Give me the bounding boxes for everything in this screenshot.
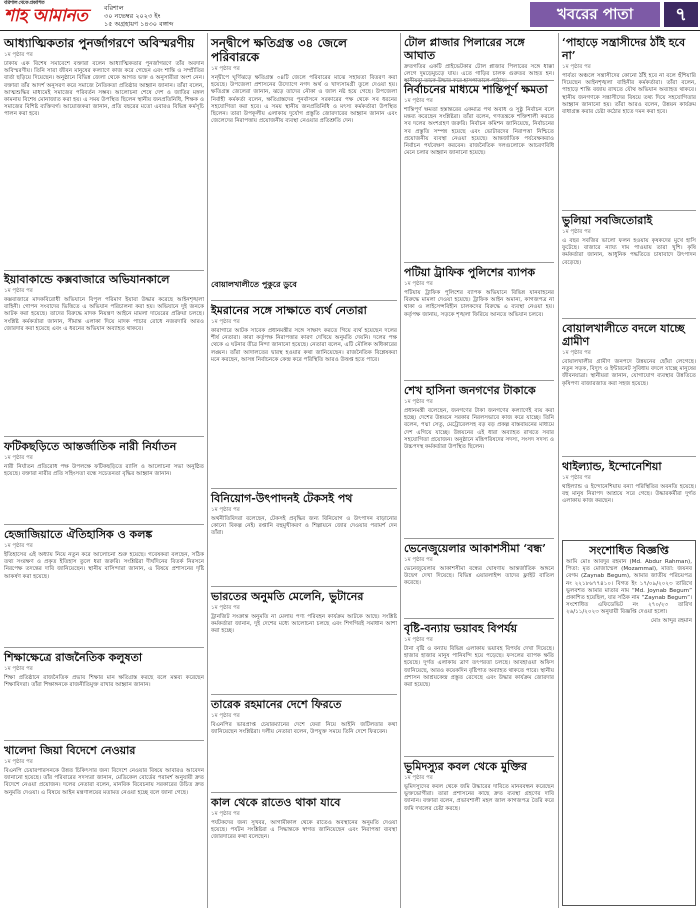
article-body: বিএনপির ভারপ্রাপ্ত চেয়ারম্যানের দেশে ফেরা নিয়ে আইনি জটিলতার কথা জানিয়েছেন সংশ্লিষ্টরা। দলীয় নেতারা বলেন, উপযুক্ত সময়ে তিনি দেশে ফিরবেন। bbox=[211, 722, 397, 736]
section-title: খবরের পাতা bbox=[530, 2, 660, 27]
article[interactable] bbox=[4, 440, 204, 520]
article-body: কারাগারে আটক সাবেক প্রধানমন্ত্রীর সঙ্গে সাক্ষাৎ করতে গিয়ে ব্যর্থ হয়েছেন দলের শীর্ষ নেতারা। কারা কর্তৃপক্ষ নিরাপত্তার কারণ দেখিয়ে অনুমতি দেয়নি। দলের পক্ষ থেকে এ ঘটনার তীব্র নিন্দা জানানো হয়েছে। নেতারা বলেন, এটি মৌলিক অধিকারের লঙ্ঘন। তাঁরা আদালতের দ্বারস্থ হওয়ার কথা জানিয়েছেন। রাজনৈতিক বিশ্লেষকরা মনে করছেন, আসন্ন নির্বাচনকে কেন্দ্র করে পরিস্থিতি আরও উত্তপ্ত হতে পারে। bbox=[211, 328, 398, 363]
article[interactable] bbox=[4, 528, 204, 643]
article-body: ইতিহাসের এই অধ্যায় নিয়ে নতুন করে আলোচনা শুরু হয়েছে। গবেষকরা বলছেন, সঠিক তথ্য সংরক্ষণ ও প্রকৃত ইতিহাস তুলে ধরা জরুরি। সংশ্লিষ্টরা দীর্ঘদিনের বিতর্ক নিরসনে নিরপেক্ষ তদন্তের দাবি জানিয়েছেন। স্থানীয় বাসিন্দারা জানান, এ বিষয়ে প্রশাসনের দৃষ্টি আকর্ষণ করা হয়েছে। bbox=[4, 552, 204, 580]
legal-notice-box[interactable] bbox=[562, 540, 696, 906]
divider bbox=[4, 270, 204, 271]
article-headline[interactable]: খালেদা জিয়া বিদেশে নেওয়ার bbox=[4, 744, 136, 757]
article-headline[interactable]: সন্দ্বীপে ক্ষতিগ্রস্ত ৩৪ জেলে পরিবারকে bbox=[211, 36, 347, 64]
article-body: শান্তিপূর্ণ ক্ষমতা হস্তান্তরের একমাত্র পথ অবাধ ও সুষ্ঠু নির্বাচন বলে মন্তব্য করেছেন সংশ্লিষ্টরা। তাঁরা বলেন, গণতন্ত্রকে শক্তিশালী করতে সব দলের অংশগ্রহণ জরুরি। নির্বাচন কমিশন জানিয়েছে, নির্বাচনের সব প্রস্তুতি সম্পন্ন হয়েছে এবং ভোটারদের নিরাপত্তা নিশ্চিতে প্রয়োজনীয় ব্যবস্থা নেওয়া হয়েছে। আন্তর্জাতিক পর্যবেক্ষকরাও নির্বাচন পর্যবেক্ষণ করবেন। রাজনৈতিক দলগুলোকে আচরণবিধি মেনে চলার আহ্বান জানানো হয়েছে। bbox=[404, 107, 554, 157]
article-headline[interactable]: আধ্যাত্মিকতার পুনর্জাগরণে অবিস্মরণীয় bbox=[4, 36, 195, 50]
article-headline[interactable]: ফটিকছড়িতে আন্তর্জাতিক নারী নির্যাতন bbox=[4, 440, 177, 453]
article-kicker: ১ম পৃষ্ঠার পর bbox=[404, 98, 433, 104]
divider bbox=[4, 647, 204, 648]
article-kicker: ১ম পৃষ্ঠার পর bbox=[404, 557, 433, 563]
article[interactable] bbox=[404, 83, 554, 258]
article-headline[interactable]: ইয়াবাকান্ডে কক্সবাজারে অভিযানকালে bbox=[4, 273, 170, 286]
article-kicker: ১ম পৃষ্ঠার পর bbox=[404, 399, 433, 405]
article-kicker: ১ম পৃষ্ঠার পর bbox=[211, 507, 240, 513]
article-body: ট্রানজিট সংক্রান্ত অনুমতি না মেলায় পণ্য পরিবহন কার্যক্রম আটকে আছে। সংশ্লিষ্ট কর্মকর্তারা জানান, দুই দেশের মধ্যে আলোচনা চলছে এবং শিগগিরই সমাধান আশা করা হচ্ছে। bbox=[211, 614, 397, 635]
article[interactable] bbox=[404, 384, 554, 534]
article[interactable] bbox=[211, 36, 397, 276]
article-headline[interactable]: থাইল্যান্ড, ইন্দোনেশিয়া bbox=[562, 460, 662, 473]
article-headline[interactable]: বোয়ালখালীতে পুকুরে ডুবে bbox=[211, 279, 297, 289]
article[interactable] bbox=[562, 322, 696, 452]
article-body: প্রধানমন্ত্রী বলেছেন, জনগণের টাকা জনগণের কল্যাণেই ব্যয় করা হচ্ছে। দেশের উন্নয়নে সরকার নিরলসভাবে কাজ করে যাচ্ছে। তিনি বলেন, পদ্মা সেতু, মেট্রোরেলসহ বড় বড় প্রকল্প বাস্তবায়নের মাধ্যমে দেশ এগিয়ে যাচ্ছে। উন্নয়নের এই ধারা অব্যাহত রাখতে সবার সহযোগিতা প্রয়োজন। অনুষ্ঠানে মন্ত্রিপরিষদের সদস্য, সংসদ সদস্য ও উচ্চপদস্থ কর্মকর্তারা উপস্থিত ছিলেন। bbox=[404, 408, 554, 451]
article[interactable] bbox=[211, 492, 397, 582]
article-kicker: ১ম পৃষ্ঠার পর bbox=[562, 64, 591, 70]
article-body: থাইল্যান্ড ও ইন্দোনেশিয়ায় বন্যা পরিস্থিতির অবনতি হয়েছে। বহু মানুষ নিরাপদ আশ্রয়ে সরে গেছে। উদ্ধারকর্মীরা দুর্গত এলাকায় কাজ করছেন। bbox=[562, 484, 696, 505]
article-kicker: ১ম পৃষ্ঠার পর bbox=[404, 775, 433, 781]
article-headline[interactable]: শিক্ষাক্ষেত্রে রাজনৈতিক কলুষতা bbox=[4, 651, 143, 664]
article-kicker: ১ম পৃষ্ঠার পর bbox=[562, 475, 591, 481]
article-body: পটিয়ায় ট্রাফিক পুলিশের ব্যাপক অভিযানে বিভিন্ন যানবাহনের বিরুদ্ধে মামলা দেওয়া হয়েছে। ট্রাফিক আইন অমান্য, কাগজপত্র না থাকা ও লাইসেন্সবিহীন চালকদের বিরুদ্ধে এ ব্যবস্থা নেওয়া হয়। কর্তৃপক্ষ জানায়, সড়কে শৃঙ্খলা ফিরিয়ে আনতে অভিযান চলবে। bbox=[404, 290, 554, 318]
article-body: এ বছর সবজির ভালো ফলন হওয়ায় কৃষকদের মুখে হাসি ফুটেছে। বাজারে ন্যায্য দাম পাওয়ায় তারা খুশি। কৃষি কর্মকর্তারা জানান, আধুনিক পদ্ধতিতে চাষাবাদে উৎপাদন বেড়েছে। bbox=[562, 238, 696, 266]
masthead bbox=[0, 0, 700, 31]
article[interactable] bbox=[211, 280, 397, 298]
article-body: পর্যটকদের জন্য সুখবর, আগামীকাল থেকে রাতেও অবস্থানের অনুমতি দেওয়া হয়েছে। পর্যটন সংশ্লিষ্টরা এ সিদ্ধান্তকে স্বাগত জানিয়েছেন এবং নিরাপত্তা ব্যবস্থা জোরদারের কথা বলেছেন। bbox=[211, 820, 397, 841]
column-divider bbox=[207, 33, 208, 908]
article-kicker: ১ম পৃষ্ঠার পর bbox=[4, 666, 33, 672]
article-headline[interactable]: বোয়ালখালীতে বদলে যাচ্ছে গ্রামীণ bbox=[562, 322, 685, 348]
article-body: বোয়ালখালীর গ্রামীণ জনপদে উন্নয়নের ছোঁয়া লেগেছে। নতুন সড়ক, বিদ্যুৎ ও ইন্টারনেট সুবিধায় বদলে যাচ্ছে মানুষের জীবনযাত্রা। স্থানীয়রা জানান, যোগাযোগ ব্যবস্থার উন্নতিতে কৃষিপণ্য বাজারজাত করা সহজ হয়েছে। bbox=[562, 359, 696, 387]
article-body: ভেনেজুয়েলার আকাশসীমা বন্ধের ঘোষণায় আন্তর্জাতিক অঙ্গনে উদ্বেগ দেখা দিয়েছে। বিভিন্ন এয়ারলাইন্স তাদের ফ্লাইট বাতিল করেছে। bbox=[404, 566, 554, 587]
article-headline[interactable]: ইমরানের সঙ্গে সাক্ষাতে ব্যর্থ নেতারা bbox=[211, 304, 367, 317]
page-number: ৭ bbox=[664, 2, 698, 27]
divider bbox=[562, 210, 696, 211]
article-headline[interactable]: পটিয়া ট্রাফিক পুলিশের ব্যাপক bbox=[404, 266, 536, 279]
article-kicker: ১ম পৃষ্ঠার পর bbox=[4, 759, 33, 765]
divider bbox=[211, 586, 397, 587]
article-headline[interactable]: তারেক রহমানের দেশে ফিরতে bbox=[211, 698, 342, 711]
article-kicker: ১ম পৃষ্ঠার পর bbox=[4, 52, 33, 58]
divider bbox=[562, 456, 696, 457]
dateline bbox=[104, 4, 224, 28]
article-headline[interactable]: নির্বাচনের মাধ্যমে শান্তিপূর্ণ ক্ষমতা bbox=[404, 83, 548, 96]
divider bbox=[404, 380, 554, 381]
article-kicker: ১ম পৃষ্ঠার পর bbox=[4, 288, 33, 294]
article[interactable] bbox=[404, 542, 554, 614]
article-kicker: ১ম পৃষ্ঠার পর bbox=[404, 637, 433, 643]
article-headline[interactable]: শেখ হাসিনা জনগণের টাকাকে bbox=[404, 384, 536, 397]
article[interactable] bbox=[211, 698, 397, 788]
article-kicker: ১ম পৃষ্ঠার পর bbox=[211, 605, 240, 611]
article-headline[interactable]: ভূমিদস্যুর কবল থেকে মুক্তির bbox=[404, 760, 527, 773]
article[interactable] bbox=[404, 36, 554, 85]
divider bbox=[404, 538, 554, 539]
date-bn: ১৫ অগ্রহায়ণ ১৪৩০ বঙ্গাব্দ bbox=[104, 20, 174, 28]
article-kicker: ১ম পৃষ্ঠার পর bbox=[211, 319, 240, 325]
article-headline[interactable]: বিনিয়োগ-উৎপাদনই টেকসই পথ bbox=[211, 492, 353, 505]
divider bbox=[4, 524, 204, 525]
article[interactable] bbox=[404, 760, 554, 906]
article-body: ঢাকায় এক বিশেষ সমাবেশে বক্তারা বলেন আধ্যাত্মিকতার পুনর্জাগরণে তাঁর অবদান অবিস্মরণীয়। তিনি সারা জীবন মানুষের কল্যাণে কাজ করে গেছেন এবং শান্তি ও সম্প্রীতির বার্তা ছড়িয়ে দিয়েছেন। অনুষ্ঠানে বিভিন্ন জেলা থেকে আগত ভক্ত ও অনুসারীরা অংশ নেন। বক্তারা তাঁর আদর্শ অনুসরণ করে সমাজে নৈতিকতা প্রতিষ্ঠার আহ্বান জানান। তাঁরা বলেন, আত্মশুদ্ধির মাধ্যমেই সমাজের পরিবর্তন সম্ভব। আলোচনা শেষে দেশ ও জাতির মঙ্গল কামনায় বিশেষ মোনাজাত করা হয়। এ সময় উপস্থিত ছিলেন স্থানীয় জনপ্রতিনিধি, শিক্ষক ও সমাজের বিশিষ্ট ব্যক্তিবর্গ। আয়োজকরা জানান, প্রতি বছরের মতো এবারও বিভিন্ন কর্মসূচি পালন করা হবে। bbox=[4, 61, 204, 118]
article[interactable] bbox=[562, 214, 696, 314]
article-body: দ্রুতগতির একটি প্রাইভেটকার টোল প্লাজার পিলারের সঙ্গে ধাক্কা লেগে দুমড়েমুচড়ে যায়। এতে গাড়ির চালক গুরুতর আহত হন। স্থানীয়রা তাকে উদ্ধার করে হাসপাতালে পাঠায়। bbox=[404, 64, 554, 85]
divider bbox=[211, 300, 397, 301]
notice-title: সংশোধিত বিজ্ঞপ্তি bbox=[589, 544, 669, 557]
notice-body: আমি মোঃ আবদুর রহমান (Md. Abdur Rahman), পিতা: মৃত মোজাম্মেল (Mozammal), মাতা: জয়নব বেগম (Zaynab Begum), আমার জাতীয় পরিচয়পত্র নং ২২১৮৬৭৭৪১০। বিগত ইং ১৭/০৯/২০২৩ তারিখে ভুলবশত আমার মাতার নাম “Md. Joynab Begum” প্রকাশিত হয়েছিল, যার সঠিক নাম “Zaynab Begum”। সংশোধিত এফিডেভিট নং ২৭০/২৩ তারিখ ২৬/১১/২০২৩ অনুযায়ী বিজ্ঞপ্তি দেওয়া হলো। bbox=[566, 559, 692, 616]
article[interactable] bbox=[562, 36, 696, 206]
article-body: শিক্ষা প্রতিষ্ঠানে রাজনৈতিক প্রভাব শিক্ষার মান ক্ষতিগ্রস্ত করছে বলে মন্তব্য করেছেন শিক্ষাবিদরা। তাঁরা শিক্ষাঙ্গনকে রাজনীতিমুক্ত রাখার আহ্বান জানান। bbox=[4, 675, 204, 689]
divider bbox=[562, 318, 696, 319]
article[interactable] bbox=[4, 744, 204, 906]
article-body: বিএনপি চেয়ারপারসনকে উন্নত চিকিৎসার জন্য বিদেশে নেওয়ার বিষয়ে আবারও আবেদন জানানো হয়েছে। তাঁর পরিবারের সদস্যরা জানান, মেডিকেল বোর্ডের পরামর্শ অনুযায়ী দ্রুত বিদেশে নেওয়া প্রয়োজন। দলের নেতারা বলেন, মানবিক বিবেচনায় সরকারের উচিত দ্রুত অনুমতি দেওয়া। এ বিষয়ে আইন মন্ত্রণালয়ের মতামত নেওয়া হচ্ছে বলে জানা গেছে। bbox=[4, 768, 204, 796]
divider bbox=[4, 740, 204, 741]
divider bbox=[404, 80, 554, 81]
column-divider bbox=[558, 33, 559, 908]
article-headline[interactable]: ‘পাহাড়ে সন্ত্রাসীদের ঠাঁই হবে না’ bbox=[562, 36, 686, 62]
article-kicker: ১ম পৃষ্ঠার পর bbox=[211, 66, 240, 72]
article-headline[interactable]: ভারতের অনুমতি মেলেনি, ভুটানের bbox=[211, 590, 364, 603]
article-body: টানা বৃষ্টি ও বন্যায় বিভিন্ন এলাকায় ভয়াবহ বিপর্যয় দেখা দিয়েছে। হাজার হাজার মানুষ পানিবন্দি হয়ে পড়েছে। ফসলের ব্যাপক ক্ষতি হয়েছে। দুর্গত এলাকায় ত্রাণ তৎপরতা চলছে। আবহাওয়া অফিস জানিয়েছে, আরও কয়েকদিন বৃষ্টিপাত অব্যাহত থাকতে পারে। স্থানীয় প্রশাসন আশ্রয়কেন্দ্র প্রস্তুত রেখেছে এবং উদ্ধার কার্যক্রম জোরদার করা হয়েছে। bbox=[404, 646, 554, 689]
article-kicker: ১ম পৃষ্ঠার পর bbox=[211, 713, 240, 719]
divider bbox=[4, 436, 204, 437]
divider bbox=[404, 756, 554, 757]
article[interactable] bbox=[4, 36, 204, 266]
article-kicker: ১ম পৃষ্ঠার পর bbox=[562, 350, 591, 356]
article-body: সন্দ্বীপে ঘূর্ণিঝড়ে ক্ষতিগ্রস্ত ৩৪টি জেলে পরিবারের মাঝে সহায়তা বিতরণ করা হয়েছে। উপজেলা প্রশাসনের উদ্যোগে নগদ অর্থ ও খাদ্যসামগ্রী তুলে দেওয়া হয়। ক্ষতিগ্রস্ত জেলেরা জানান, ঝড়ে তাদের নৌকা ও জাল নষ্ট হয়ে গেছে। উপজেলা নির্বাহী কর্মকর্তা বলেন, ক্ষতিগ্রস্তদের পুনর্বাসনে সরকারের পক্ষ থেকে সব ধরনের সহযোগিতা করা হবে। এ সময় স্থানীয় জনপ্রতিনিধি ও মৎস্য কর্মকর্তারা উপস্থিত ছিলেন। তারা উপকূলীয় এলাকায় দুর্যোগ প্রস্তুতি জোরদারের আহ্বান জানান এবং জেলেদের নিরাপত্তায় প্রয়োজনীয় ব্যবস্থা নেওয়ার প্রতিশ্রুতি দেন। bbox=[211, 75, 397, 125]
article-headline[interactable]: টোল প্লাজার পিলারের সঙ্গে আঘাত bbox=[404, 36, 525, 62]
article-kicker: ১ম পৃষ্ঠার পর bbox=[4, 543, 33, 549]
article[interactable] bbox=[4, 651, 204, 736]
article[interactable] bbox=[404, 266, 554, 376]
article[interactable] bbox=[562, 460, 696, 535]
article-body: নারী নির্যাতন প্রতিরোধ পক্ষ উপলক্ষে ফটিকছড়িতে র‍্যালি ও আলোচনা সভা অনুষ্ঠিত হয়েছে। বক্তারা নারীর প্রতি সহিংসতা বন্ধে সচেতনতা বৃদ্ধির আহ্বান জানান। bbox=[4, 464, 204, 478]
divider bbox=[404, 618, 554, 619]
divider bbox=[211, 792, 397, 793]
article[interactable] bbox=[404, 622, 554, 752]
column-divider bbox=[400, 33, 401, 908]
article-headline[interactable]: ভেনেজুয়েলার আকাশসীমা ‘বন্ধ’ bbox=[404, 542, 546, 555]
article-body: ভূমিদস্যুদের কবল থেকে জমি উদ্ধারের দাবিতে মানববন্ধন করেছেন ভুক্তভোগীরা। তারা প্রশাসনের কাছে দ্রুত ব্যবস্থা গ্রহণের দাবি জানান। বক্তারা বলেন, প্রভাবশালী মহল জাল কাগজপত্র তৈরি করে জমি দখলের চেষ্টা করছে। bbox=[404, 784, 554, 812]
article-body: অর্থনীতিবিদরা বলেছেন, টেকসই প্রবৃদ্ধির জন্য বিনিয়োগ ও উৎপাদন বাড়ানোর কোনো বিকল্প নেই। রপ্তানি বহুমুখীকরণ ও শিল্পায়নে জোর দেওয়ার পরামর্শ দেন তাঁরা। bbox=[211, 516, 397, 537]
notice-signature: মোঃ আব্দুর রহমান bbox=[650, 617, 692, 624]
article-kicker: ১ম পৃষ্ঠার পর bbox=[562, 229, 591, 235]
divider bbox=[404, 262, 554, 263]
article-kicker: ১ম পৃষ্ঠার পর bbox=[211, 811, 240, 817]
article-headline[interactable]: বৃষ্টি-বন্যায় ভয়াবহ বিপর্যয় bbox=[404, 622, 517, 635]
article-body: পার্বত্য অঞ্চলে সন্ত্রাসীদের কোনো ঠাঁই হবে না বলে হুঁশিয়ারি দিয়েছেন আইনশৃঙ্খলা বাহিনীর কর্মকর্তারা। তাঁরা বলেন, পাহাড়ে শান্তি বজায় রাখতে যৌথ অভিযান অব্যাহত থাকবে। স্থানীয় জনগণকে সন্ত্রাসীদের বিষয়ে তথ্য দিয়ে সহযোগিতার আহ্বান জানানো হয়। তাঁরা আরও বলেন, উন্নয়ন কার্যক্রম বাধাগ্রস্ত করার চেষ্টা কঠোর হাতে দমন করা হবে। bbox=[562, 73, 696, 116]
article-headline[interactable]: হেজাজিয়াতে ঐতিহাসিক ও কলঙ্ক bbox=[4, 528, 153, 541]
article-body: কক্সবাজারে মাদকবিরোধী অভিযানে বিপুল পরিমাণ ইয়াবা উদ্ধার করেছে আইনশৃঙ্খলা বাহিনী। গোপন সংবাদের ভিত্তিতে এ অভিযান পরিচালনা করা হয়। অভিযানে দুই জনকে আটক করা হয়েছে। তাদের বিরুদ্ধে মাদক নিয়ন্ত্রণ আইনে মামলা দায়েরের প্রক্রিয়া চলছে। সংশ্লিষ্ট কর্মকর্তারা জানান, সীমান্ত এলাকা দিয়ে মাদক পাচার রোধে নজরদারি আরও জোরদার করা হয়েছে এবং এ ধরনের অভিযান অব্যাহত থাকবে। bbox=[4, 297, 204, 332]
newspaper-logo[interactable]: বরিশাল থেকে প্রকাশিত শাহ আমানত bbox=[4, 0, 88, 26]
article[interactable] bbox=[4, 273, 204, 433]
article-headline[interactable]: ভুলিয়া সবজিতোরাই bbox=[562, 214, 653, 227]
article-kicker: ১ম পৃষ্ঠার পর bbox=[4, 455, 33, 461]
article[interactable] bbox=[211, 304, 397, 484]
article-kicker: ১ম পৃষ্ঠার পর bbox=[404, 281, 433, 287]
city: বরিশাল bbox=[104, 4, 124, 12]
article[interactable] bbox=[211, 590, 397, 690]
date-en: ৩০ নভেম্বর ২০২৩ ইং bbox=[104, 12, 161, 20]
divider bbox=[211, 488, 397, 489]
divider bbox=[211, 694, 397, 695]
article[interactable] bbox=[211, 796, 397, 906]
article-headline[interactable]: কাল থেকে রাতেও থাকা যাবে bbox=[211, 796, 341, 809]
